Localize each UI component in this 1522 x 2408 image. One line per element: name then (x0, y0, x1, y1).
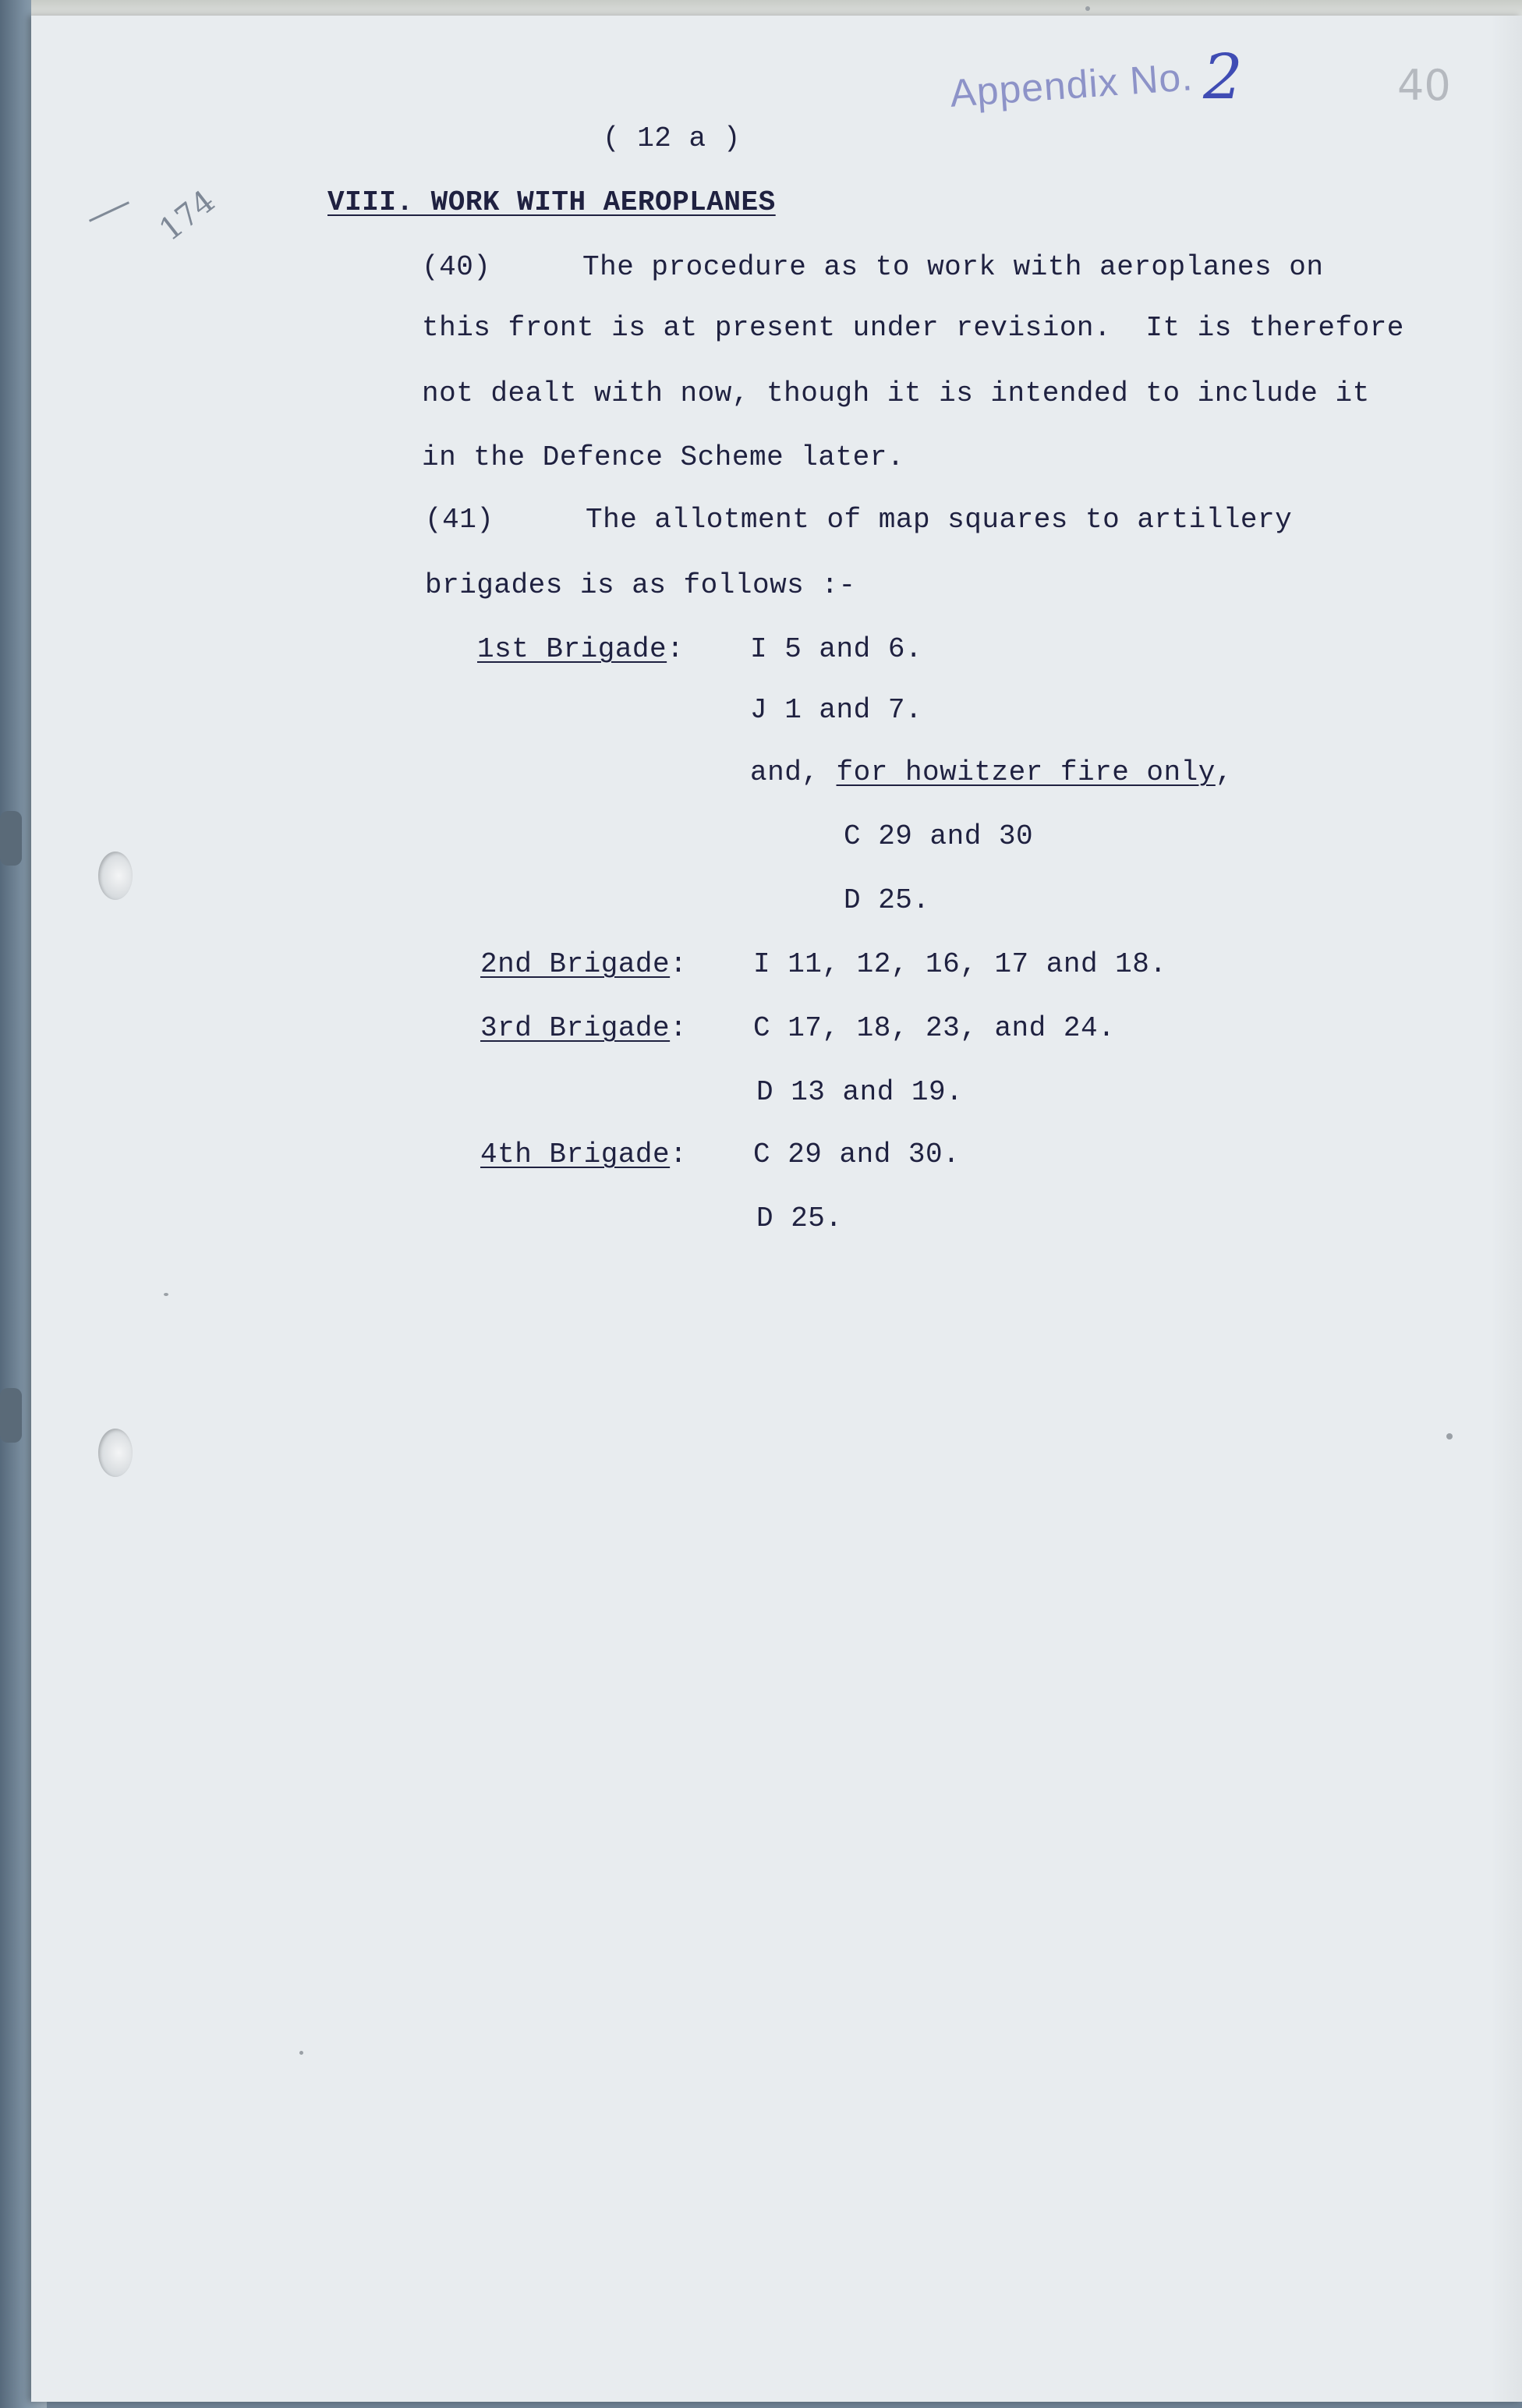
paragraph-line: in the Defence Scheme later. (422, 441, 904, 473)
paragraph-line: not dealt with now, though it is intended to include it (422, 377, 1370, 409)
ink-speck (1085, 6, 1090, 11)
brigade-label (480, 1012, 687, 1044)
paragraph-line: The procedure as to work with aeroplanes on (582, 251, 1324, 283)
map-square-entry: C 29 and 30 (844, 820, 1034, 852)
punch-hole (98, 1429, 133, 1477)
ink-speck (299, 2051, 303, 2055)
brigade-name: 1st Brigade (477, 633, 667, 665)
howitzer-prefix: and, (750, 756, 837, 788)
map-square-entry: D 25. (844, 884, 930, 916)
brigade-name: 4th Brigade (480, 1138, 671, 1170)
brigade-name: 3rd Brigade (480, 1012, 671, 1044)
brigade-label (480, 1138, 687, 1170)
binder-tab (0, 1388, 22, 1443)
pencil-folio-note: 174 (153, 182, 222, 249)
map-square-entry: I 5 and 6. (750, 633, 923, 665)
punch-hole (98, 852, 133, 900)
paragraph-line: brigades is as follows :- (425, 569, 856, 601)
brigade-colon: : (670, 948, 688, 980)
ink-speck (1446, 1433, 1453, 1439)
paragraph-number: (41) (425, 504, 494, 536)
brigade-label (480, 948, 687, 980)
brigade-label (477, 633, 684, 665)
map-square-entry: J 1 and 7. (750, 694, 923, 726)
paragraph-number: (40) (422, 251, 491, 283)
howitzer-suffix: , (1215, 756, 1233, 788)
appendix-stamp-label: Appendix No. (948, 55, 1195, 115)
brigade-name: 2nd Brigade (480, 948, 671, 980)
binder-tab (0, 811, 22, 866)
map-square-entry: D 13 and 19. (756, 1076, 964, 1108)
brigade-colon: : (670, 1138, 688, 1170)
map-square-entry: C 17, 18, 23, and 24. (753, 1012, 1116, 1044)
page-right-edge (1491, 16, 1522, 2402)
page-heading: ( 12 a ) (603, 122, 741, 154)
howitzer-underlined: for howitzer fire only (836, 756, 1216, 788)
map-square-entry: C 29 and 30. (753, 1138, 961, 1170)
map-square-entry: I 11, 12, 16, 17 and 18. (753, 948, 1167, 980)
paragraph-line: The allotment of map squares to artillery (586, 504, 1293, 536)
folio-number: 40 (1397, 61, 1451, 110)
section-title: VIII. WORK WITH AEROPLANES (327, 186, 776, 218)
paragraph-line: this front is at present under revision. It is therefore (422, 312, 1404, 344)
brigade-colon: : (670, 1012, 688, 1044)
appendix-number: 2 (1203, 41, 1243, 113)
howitzer-note (750, 756, 1233, 788)
map-square-entry: D 25. (756, 1202, 843, 1234)
brigade-colon: : (667, 633, 685, 665)
ink-speck (164, 1293, 168, 1296)
